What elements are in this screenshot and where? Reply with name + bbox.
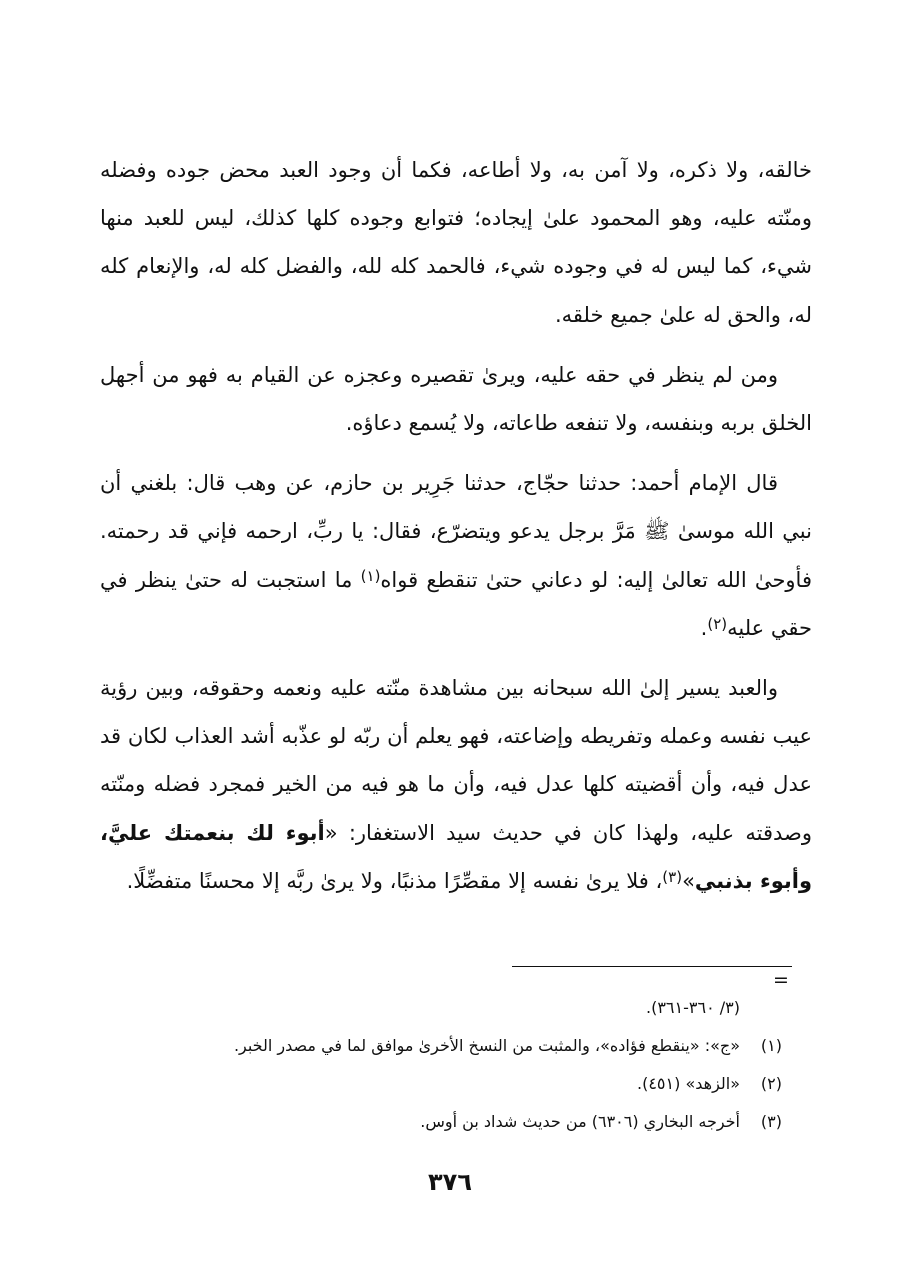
- footnote-3-number: (٣): [760, 1112, 782, 1131]
- footnote-1: [150, 1032, 782, 1060]
- quote-close: »: [682, 868, 695, 893]
- footnote-separator: [512, 966, 792, 967]
- footnote-2-text: «الزهد» (٤٥١).: [637, 1074, 740, 1093]
- paragraph-4: [100, 664, 812, 905]
- footnote-1-number: (١): [760, 1036, 782, 1055]
- footnote-2-number: (٢): [760, 1074, 782, 1093]
- footnote-continuation: (٣/ ٣٦٠-٣٦١).: [646, 998, 740, 1017]
- paragraph-4-text-cont: ، فلا يرىٰ نفسه إلا مقصِّرًا مذنبًا، ولا يرىٰ ربَّه إلا محسنًا متفضِّلًا.: [126, 868, 663, 893]
- footnote-ref-3[interactable]: (٣): [662, 867, 683, 886]
- main-text: [100, 146, 812, 917]
- footnotes: [150, 994, 782, 1146]
- paragraph-3-text-cont: ما استجبت له حتىٰ ينظر في حقي عليه: [100, 567, 812, 640]
- paragraph-2: [100, 351, 812, 447]
- footnote-1-text: «ج»: «ينقطع فؤاده»، والمثبت من النسخ الأخرىٰ موافق لما في مصدر الخبر.: [233, 1036, 740, 1055]
- paragraph-1-text: خالقه، ولا ذكره، ولا آمن به، ولا أطاعه، فكما أن وجود العبد محض جوده وفضله ومنّته عليه، وهو المحمود علىٰ إيجاده؛ فتوابع وجوده كلها كذلك، ليس للعبد منها شيء، كما ليس له في وجوده شيء، فالحمد كله لله، والفضل كله له، والإنعام كله له، والحق له علىٰ جميع خلقه.: [100, 158, 812, 327]
- paragraph-2-text: ومن لم ينظر في حقه عليه، ويرىٰ تقصيره وعجزه عن القيام به فهو من أجهل الخلق بربه وبنفسه، ولا تنفعه طاعاته، ولا يُسمع دعاؤه.: [100, 362, 812, 436]
- footnote-3: [150, 1108, 782, 1136]
- paragraph-4-text: والعبد يسير إلىٰ الله سبحانه بين مشاهدة منّته عليه ونعمه وحقوقه، وبين رؤية عيب نفسه وعمله وتفريطه وإضاعته، فهو يعلم أن ربّه لو عذّبه أشد العذاب لكان قد عدل فيه، وأن أقضيته كلها عدل فيه، وأن ما هو فيه من الخير فمجرد فضله ومنّته وصدقته عليه، ولهذا كان في حديث سيد الاستغفار: «: [100, 676, 813, 845]
- footnote-2: [150, 1070, 782, 1098]
- footnote-ref-2[interactable]: (٢): [707, 614, 728, 633]
- footnote-continuation-mark: =: [773, 969, 789, 991]
- footnote-ref-1[interactable]: (١): [360, 566, 381, 585]
- hadith-quote: أبوء لك بنعمتك عليَّ، وأبوء بذنبي: [100, 820, 812, 893]
- paragraph-3: [100, 459, 812, 652]
- paragraph-3-end: .: [700, 615, 708, 640]
- paragraph-3-text: قال الإمام أحمد: حدثنا حجّاج، حدثنا جَرِير بن حازم، عن وهب قال: بلغني أن نبي الله موسىٰ ﷺ مَرَّ برجل يدعو ويتضرّع، فقال: يا ربِّ، ارحمه فإني قد رحمته. فأوحىٰ الله تعالىٰ إليه: لو دعاني حتىٰ تنقطع قواه: [100, 471, 812, 592]
- paragraph-1: [100, 146, 812, 339]
- page-number: ٣٧٦: [428, 1168, 472, 1196]
- footnote-3-text: أخرجه البخاري (٦٣٠٦) من حديث شداد بن أوس.: [420, 1112, 740, 1131]
